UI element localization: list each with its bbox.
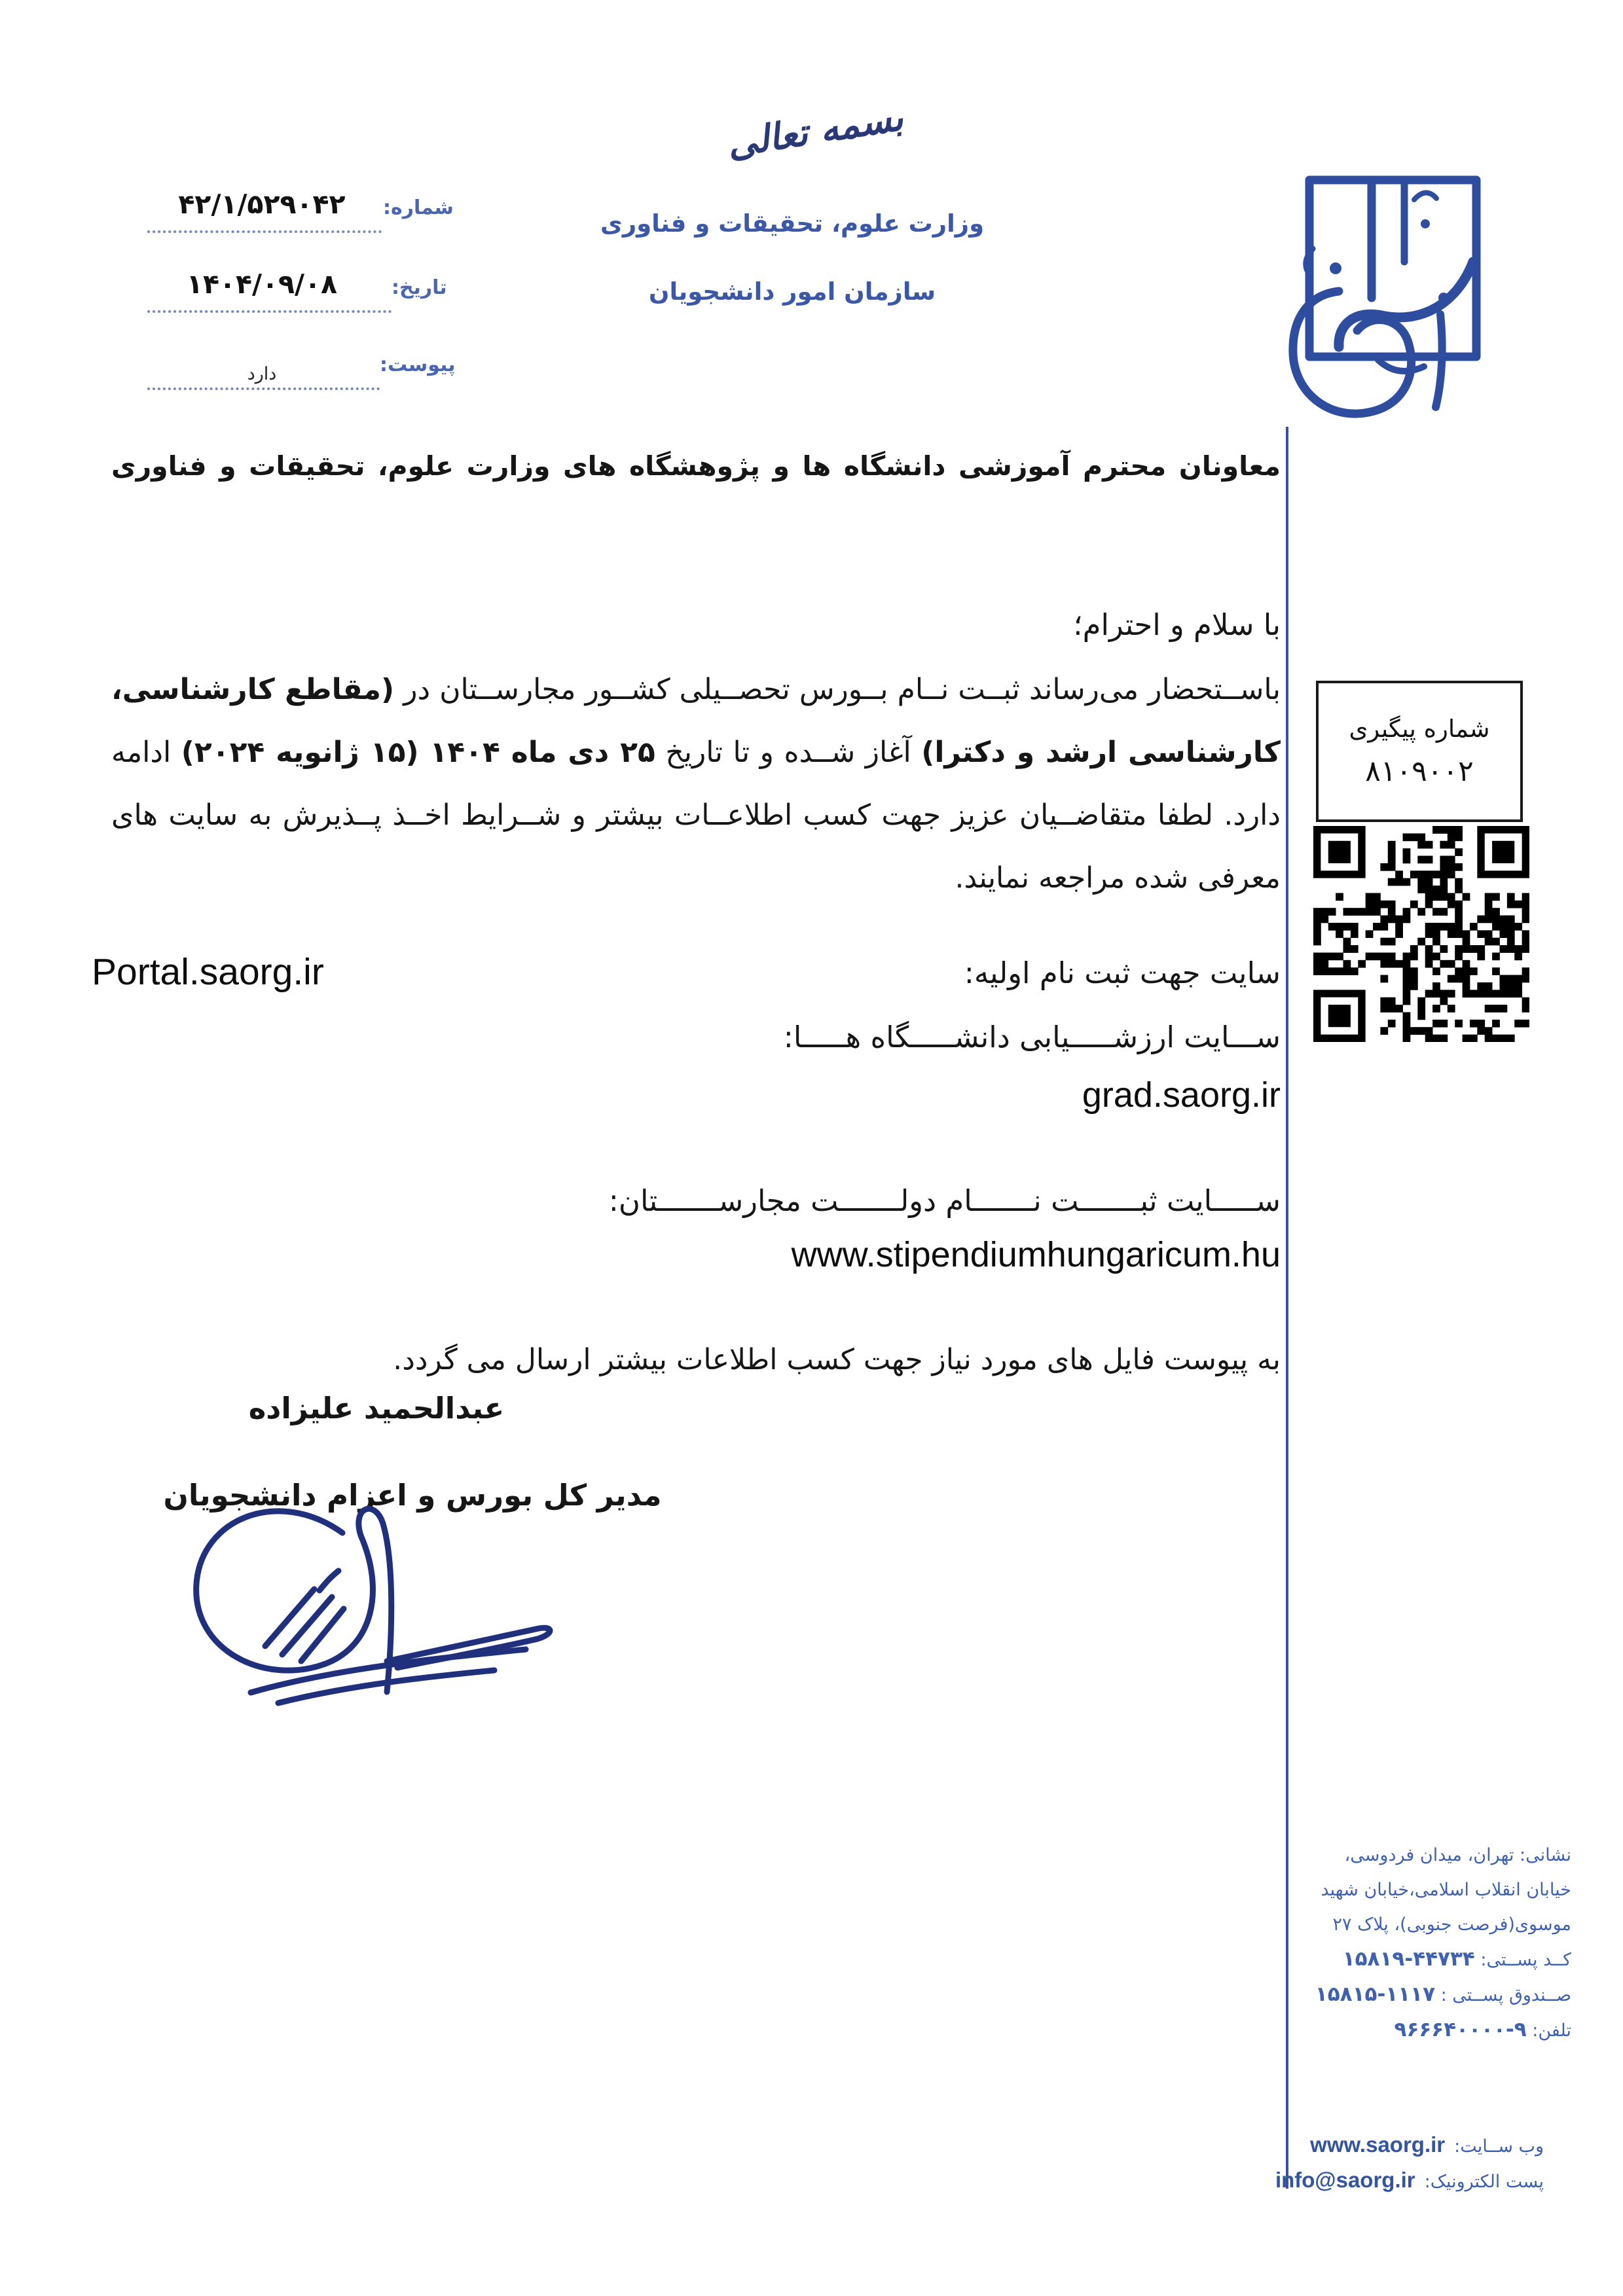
postal-code-value: ۴۴۷۳۴-۱۵۸۱۹ [1342,1947,1475,1971]
vertical-divider [1286,427,1288,2189]
phone-line [1300,2013,1571,2048]
date-value: ۱۴۰۴/۰۹/۰۸ [186,268,338,300]
postal-code-line [1300,1942,1571,1977]
handwritten-signature [167,1492,560,1708]
attachment-label: پیوست: [380,353,456,376]
tracking-label: شماره پیگیری [1349,715,1490,743]
attachment-note: به پیوست فایل های مورد نیاز جهت کسب اطلاعات بیشتر ارسال می گردد. [393,1343,1281,1376]
hungary-site-url: www.stipendiumhungaricum.hu [791,1235,1281,1274]
email-address: info@saorg.ir [1275,2168,1415,2192]
postal-code-label: کــد پســتی: [1480,1950,1571,1970]
address-line: موسوی(فرصت جنوبی)، پلاک ۲۷ [1332,1914,1571,1935]
phone-label: تلفن: [1532,2020,1571,2041]
initial-site-label: سایت جهت ثبت نام اولیه: [964,956,1281,990]
organization-title: سازمان امور دانشجویان [648,278,936,306]
email-label: پست الکترونیک: [1424,2172,1544,2192]
phone-value: ۹-۹۶۶۶۴۰۰۰۰ [1394,2018,1527,2041]
salutation: با سلام و احترام؛ [1073,607,1281,642]
address-line: نشانی: تهران، میدان فردوسی، [1344,1845,1571,1865]
signatory-name: عبدالحمید علیزاده [248,1391,505,1426]
address-line: خیابان انقلاب اسلامی،خیابان شهید [1321,1880,1571,1900]
tracking-number-box [1316,681,1523,822]
paragraph-line-1 [111,673,1281,706]
pobox-label: صــندوق پســتی : [1440,1985,1571,2005]
organization-logo-icon [1273,164,1489,439]
number-dotted-line [147,230,382,233]
paragraph-line-2-text2: ادامه [111,736,181,769]
paragraph-line-3: دارد. لطفا متقاضــیان عزیز جهت کسب اطلاعــات بیشتر و شــرایط اخــذ پــذیرش به سایت های [111,798,1281,832]
date-label: تاریخ: [392,276,447,299]
tracking-number: ۸۱۰۹۰۰۲ [1365,755,1474,788]
initial-site-url: Portal.saorg.ir [92,951,324,993]
website-url: www.saorg.ir [1310,2132,1446,2157]
evaluation-site-label: ســـایت ارزشـــــیابی دانشـــــگاه هـــــا: [783,1020,1281,1054]
attachment-dotted-line [147,387,380,390]
recipient-heading: معاونان محترم آموزشی دانشگاه ها و پژوهشگاه های وزارت علوم، تحقیقات و فناوری [111,450,1281,482]
evaluation-site-url: grad.saorg.ir [1082,1075,1281,1115]
ministry-title: وزارت علوم، تحقیقات و فناوری [600,209,985,238]
email-row [1275,2168,1544,2193]
date-dotted-line [147,310,392,313]
number-value: ۴۲/۱/۵۲۹۰۴۲ [178,188,346,220]
bismillah-calligraphy: بسمه تعالی [724,96,906,166]
paragraph-line-1-bold: (مقاطع کارشناسی، [111,673,395,706]
number-label: شماره: [383,196,454,219]
paragraph-line-1-text: باســتحضار می‌رساند ثبــت نــام بــورس تحصــیلی کشــور مجارســتان در [394,673,1281,706]
paragraph-line-2-bold2: ۲۵ دی ماه ۱۴۰۴ (۱۵ ژانویه ۲۰۲۴) [181,736,655,769]
paragraph-line-2-bold1: کارشناسی ارشد و دکترا) [921,736,1281,769]
pobox-value: ۱۱۱۷-۱۵۸۱۵ [1315,1982,1436,2006]
address-block [1300,1838,1571,2048]
pobox-line [1300,1977,1571,2013]
website-row [1310,2132,1544,2157]
attachment-value: دارد [247,364,277,384]
qr-code [1313,826,1529,1042]
paragraph-line-2-text1: آغاز شــده و تا تاریخ [655,736,922,769]
website-label: وب ســایت: [1454,2136,1544,2157]
paragraph-line-2 [111,736,1281,769]
signatory-title: مدیر کل بورس و اعزام دانشجویان [163,1478,662,1513]
paragraph-line-4: معرفی شده مراجعه نمایند. [955,861,1281,895]
hungary-site-label: ســـــایت ثبـــــــت نـــــــام دولـــــــت مجارســـــــتان: [608,1183,1281,1218]
